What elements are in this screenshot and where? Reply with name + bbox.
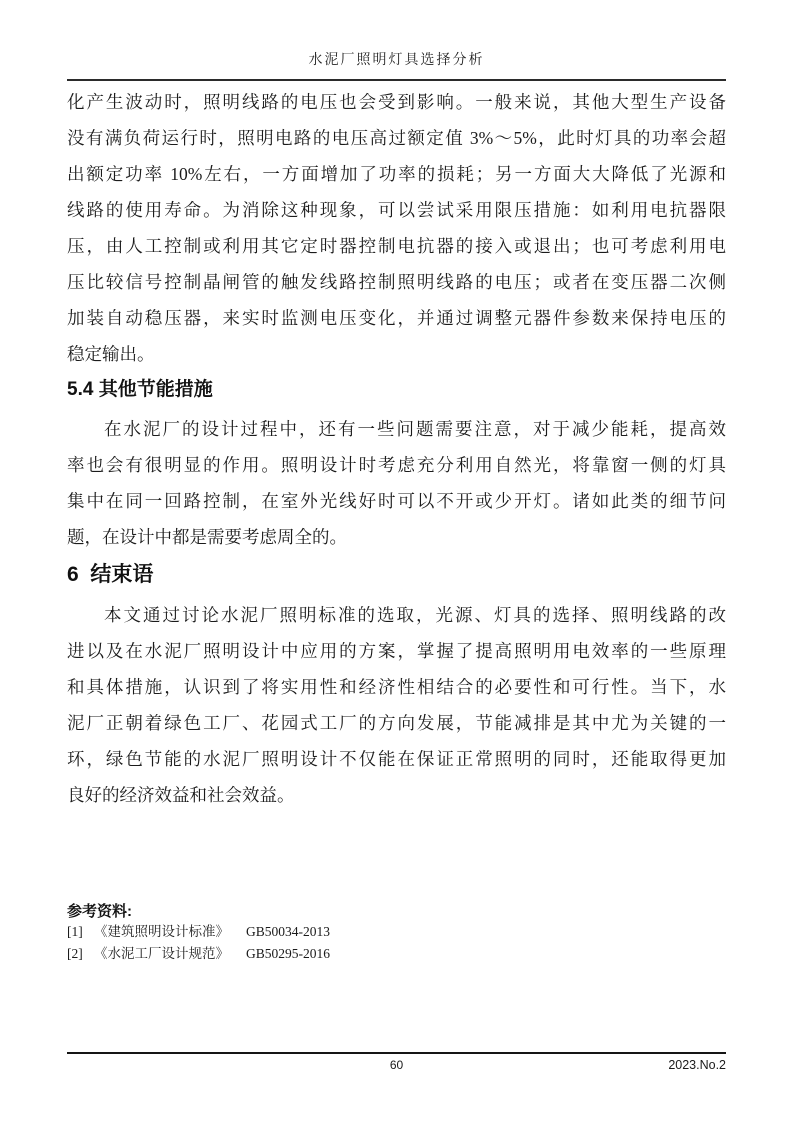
body-text-line: 和具体措施，认识到了将实用性和经济性相结合的必要性和可行性。当下，水 — [67, 677, 726, 697]
body-text-line: 率也会有很明显的作用。照明设计时考虑充分利用自然光，将靠窗一侧的灯具 — [67, 455, 726, 475]
page-number: 60 — [389, 1058, 404, 1072]
reference-item — [67, 921, 726, 943]
body-text-line: 集中在同一回路控制，在室外光线好时可以不开或少开灯。诸如此类的细节问 — [67, 491, 726, 511]
references-section — [67, 903, 726, 965]
page-body — [67, 84, 726, 965]
page-header — [0, 0, 793, 81]
reference-marker: [1] — [67, 924, 83, 939]
reference-standard-code: GB50034-2013 — [246, 924, 330, 939]
body-text-line: 良好的经济效益和社会效益。 — [67, 785, 295, 805]
body-text-line: 泥厂正朝着绿色工厂、花园式工厂的方向发展，节能减排是其中尤为关键的一 — [67, 713, 726, 733]
paragraph-voltage-regulation — [67, 84, 726, 372]
body-text-line: 没有满负荷运行时，照明电路的电压高过额定值 3%～5%，此时灯具的功率会超 — [67, 128, 726, 148]
paragraph-other-measures — [67, 411, 726, 555]
header-rule — [67, 79, 726, 81]
body-text-line: 加装自动稳压器，来实时监测电压变化，并通过调整元器件参数来保持电压的 — [67, 308, 726, 328]
section-heading-6-conclusion: 6 结束语 — [67, 563, 154, 586]
reference-marker: [2] — [67, 946, 83, 961]
body-text-line: 题，在设计中都是需要考虑周全的。 — [67, 527, 347, 547]
body-text-line: 稳定输出。 — [67, 344, 155, 364]
reference-standard-code: GB50295-2016 — [246, 946, 330, 961]
running-header-title: 水泥厂照明灯具选择分析 — [308, 53, 485, 68]
footer-rule — [67, 1052, 726, 1054]
body-text-line: 压比较信号控制晶闸管的触发线路控制照明线路的电压；或者在变压器二次侧 — [67, 272, 726, 292]
reference-item — [67, 943, 726, 965]
paragraph-conclusion — [67, 597, 726, 813]
body-text-line: 出额定功率 10%左右，一方面增加了功率的损耗；另一方面大大降低了光源和 — [67, 164, 726, 184]
body-text-line: 化产生波动时，照明线路的电压也会受到影响。一般来说，其他大型生产设备 — [67, 92, 726, 112]
references-label: 参考资料: — [67, 903, 132, 920]
body-text-line: 进以及在水泥厂照明设计中应用的方案，掌握了提高照明用电效率的一些原理 — [67, 641, 726, 661]
body-text-line: 环，绿色节能的水泥厂照明设计不仅能在保证正常照明的同时，还能取得更加 — [67, 749, 726, 769]
reference-title: 《建筑照明设计标准》 — [94, 924, 229, 939]
section-heading-5-4-other-energy-saving-measures: 5.4 其他节能措施 — [67, 379, 213, 400]
body-text-line: 在水泥厂的设计过程中，还有一些问题需要注意，对于减少能耗，提高效 — [104, 419, 726, 439]
journal-issue-label: 2023.No.2 — [668, 1058, 726, 1072]
body-text-line: 压，由人工控制或利用其它定时器控制电抗器的接入或退出；也可考虑利用电 — [67, 236, 726, 256]
body-text-line: 线路的使用寿命。为消除这种现象，可以尝试采用限压措施：如利用电抗器限 — [67, 200, 726, 220]
body-text-line: 本文通过讨论水泥厂照明标准的选取，光源、灯具的选择、照明线路的改 — [104, 605, 726, 625]
reference-title: 《水泥工厂设计规范》 — [94, 946, 229, 961]
